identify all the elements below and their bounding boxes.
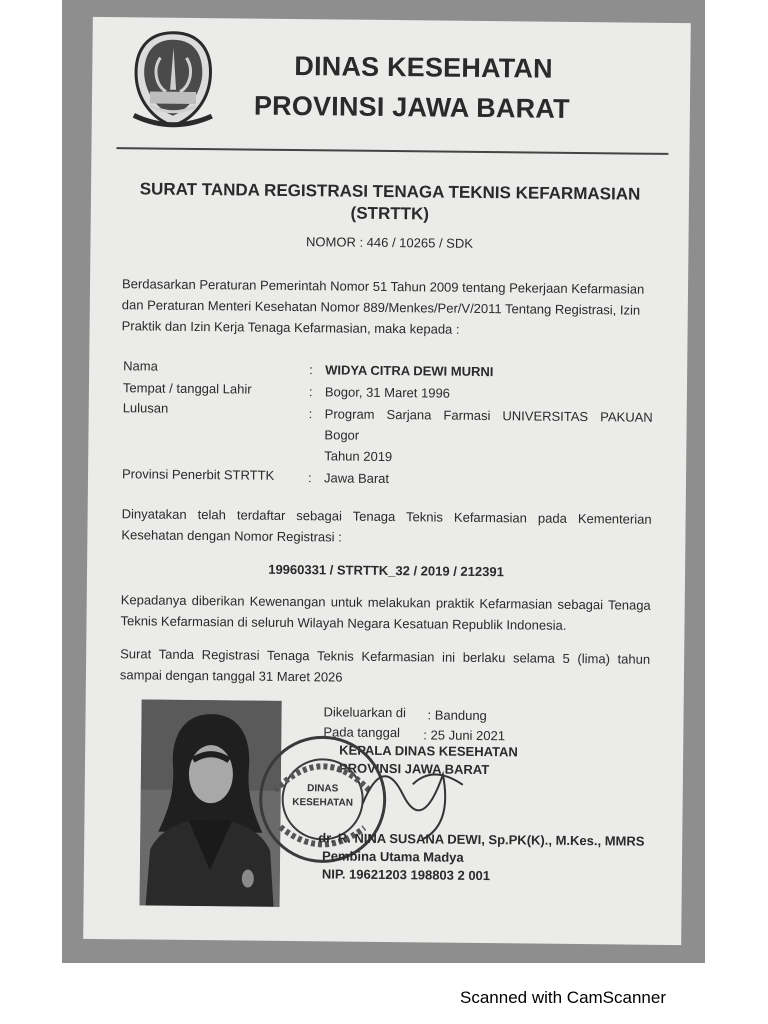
- signatory-nip: NIP. 19621203 198803 2 001: [321, 866, 491, 884]
- signatory-name: dr. R. NINA SUSANA DEWI, Sp.PK(K)., M.Kes., MMRS: [318, 830, 645, 849]
- stamp-text-1: DINAS: [307, 783, 339, 795]
- intro-line: Berdasarkan Peraturan Pemerintah Nomor 51 Tahun 2009 tentang Pekerjaan Kefarmasian: [121, 276, 645, 297]
- statement-line: Kesehatan dengan Nomor Registrasi :: [121, 527, 342, 545]
- field-birth-value: Bogor, 31 Maret 1996: [324, 384, 451, 401]
- document-number: NOMOR : 446 / 10265 / SDK: [305, 234, 474, 251]
- authority-line: Kepadanya diberikan Kewenangan untuk melakukan praktik Kefarmasian sebagai Tenaga: [120, 592, 651, 613]
- validity-line: Surat Tanda Registrasi Tenaga Teknis Kefarmasian ini berlaku selama 5 (lima) tahun: [120, 646, 651, 667]
- stamp-text-2: KESEHATAN: [292, 797, 354, 809]
- field-province-value: Jawa Barat: [323, 470, 390, 487]
- issued-date-value: : 25 Juni 2021: [423, 727, 506, 744]
- field-name-value: WIDYA CITRA DEWI MURNI: [325, 362, 494, 380]
- field-province-label: Provinsi Penerbit STRTTK: [121, 466, 275, 483]
- certificate-document: [83, 17, 691, 945]
- field-graduate-label: Lulusan: [122, 400, 169, 416]
- issued-date-label: Pada tanggal: [323, 724, 401, 741]
- validity-paragraph: [120, 643, 650, 691]
- signatory-office-1: KEPALA DINAS KESEHATAN: [339, 742, 518, 760]
- registration-number: 19960331 / STRTTK_32 / 2019 / 212391: [268, 561, 504, 580]
- scanner-watermark: Scanned with CamScanner: [460, 988, 667, 1007]
- field-graduate-value: [324, 403, 653, 469]
- issued-at-value: : Bandung: [427, 707, 487, 724]
- provincial-logo: [130, 29, 217, 132]
- graduate-line: Tahun 2019: [324, 448, 393, 465]
- issued-at-label: Dikeluarkan di: [323, 704, 407, 721]
- field-birth-label: Tempat / tanggal Lahir: [122, 380, 252, 397]
- registration-statement: [121, 503, 651, 551]
- signatory-rank: Pembina Utama Madya: [321, 848, 464, 865]
- field-province-colon: :: [307, 470, 312, 486]
- header-line-2: PROVINSI JAWA BARAT: [253, 90, 570, 124]
- graduate-line: Bogor: [324, 427, 360, 443]
- field-birth-colon: :: [308, 384, 313, 400]
- field-graduate-colon: :: [308, 406, 313, 422]
- graduate-line: Program Sarjana Farmasi UNIVERSITAS PAKUAN: [324, 406, 653, 425]
- authority-paragraph: [120, 589, 650, 637]
- authority-line: Teknis Kefarmasian di seluruh Wilayah Negara Kesatuan Republik Indonesia.: [120, 613, 567, 633]
- intro-line: Praktik dan Izin Kerja Tenaga Kefarmasian, maka kepada :: [121, 318, 460, 337]
- intro-paragraph: [122, 273, 659, 342]
- header-divider: [116, 147, 668, 155]
- document-title-abbrev: (STRTTK): [350, 203, 430, 224]
- document-title: SURAT TANDA REGISTRASI TENAGA TEKNIS KEFARMASIAN: [139, 179, 641, 204]
- field-name-label: Nama: [123, 358, 158, 374]
- statement-line: Dinyatakan telah terdaftar sebagai Tenaga Teknis Kefarmasian pada Kementerian: [121, 506, 652, 527]
- field-name-colon: :: [309, 362, 313, 378]
- signatory-office-2: PROVINSI JAWA BARAT: [338, 760, 490, 778]
- validity-line: sampai dengan tanggal 31 Maret 2026: [119, 667, 343, 685]
- intro-line: dan Peraturan Menteri Kesehatan Nomor 889/Menkes/Per/V/2011 Tentang Registrasi, Izin: [121, 297, 641, 318]
- header-line-1: DINAS KESEHATAN: [294, 51, 553, 84]
